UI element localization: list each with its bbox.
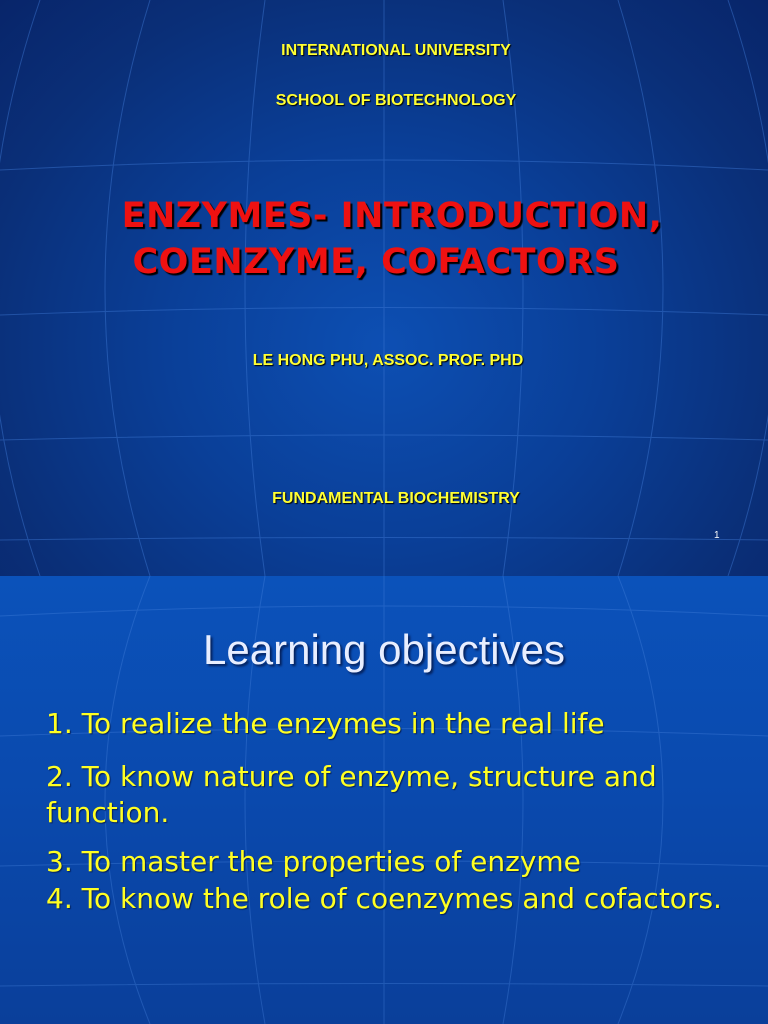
- author-name: LE HONG PHU, ASSOC. PROF. PHD: [252, 352, 524, 369]
- slide-title-line-2: COENZYME, COFACTORS: [132, 242, 620, 282]
- objective-item: 2. To know nature of enzyme, structure and function.: [46, 760, 657, 829]
- page-number: 1: [714, 530, 720, 541]
- objectives-heading: Learning objectives: [203, 626, 565, 673]
- objectives-slide: [0, 576, 768, 1024]
- course-name: FUNDAMENTAL BIOCHEMISTRY: [272, 490, 520, 507]
- objective-item: 3. To master the properties of enzyme: [46, 845, 581, 878]
- school-name: SCHOOL OF BIOTECHNOLOGY: [275, 92, 517, 109]
- university-name: INTERNATIONAL UNIVERSITY: [281, 42, 511, 59]
- slide-title-line-1: ENZYMES- INTRODUCTION,: [121, 196, 663, 236]
- objective-item: 4. To know the role of coenzymes and cofactors.: [46, 882, 722, 915]
- objective-item: 1. To realize the enzymes in the real life: [46, 707, 605, 740]
